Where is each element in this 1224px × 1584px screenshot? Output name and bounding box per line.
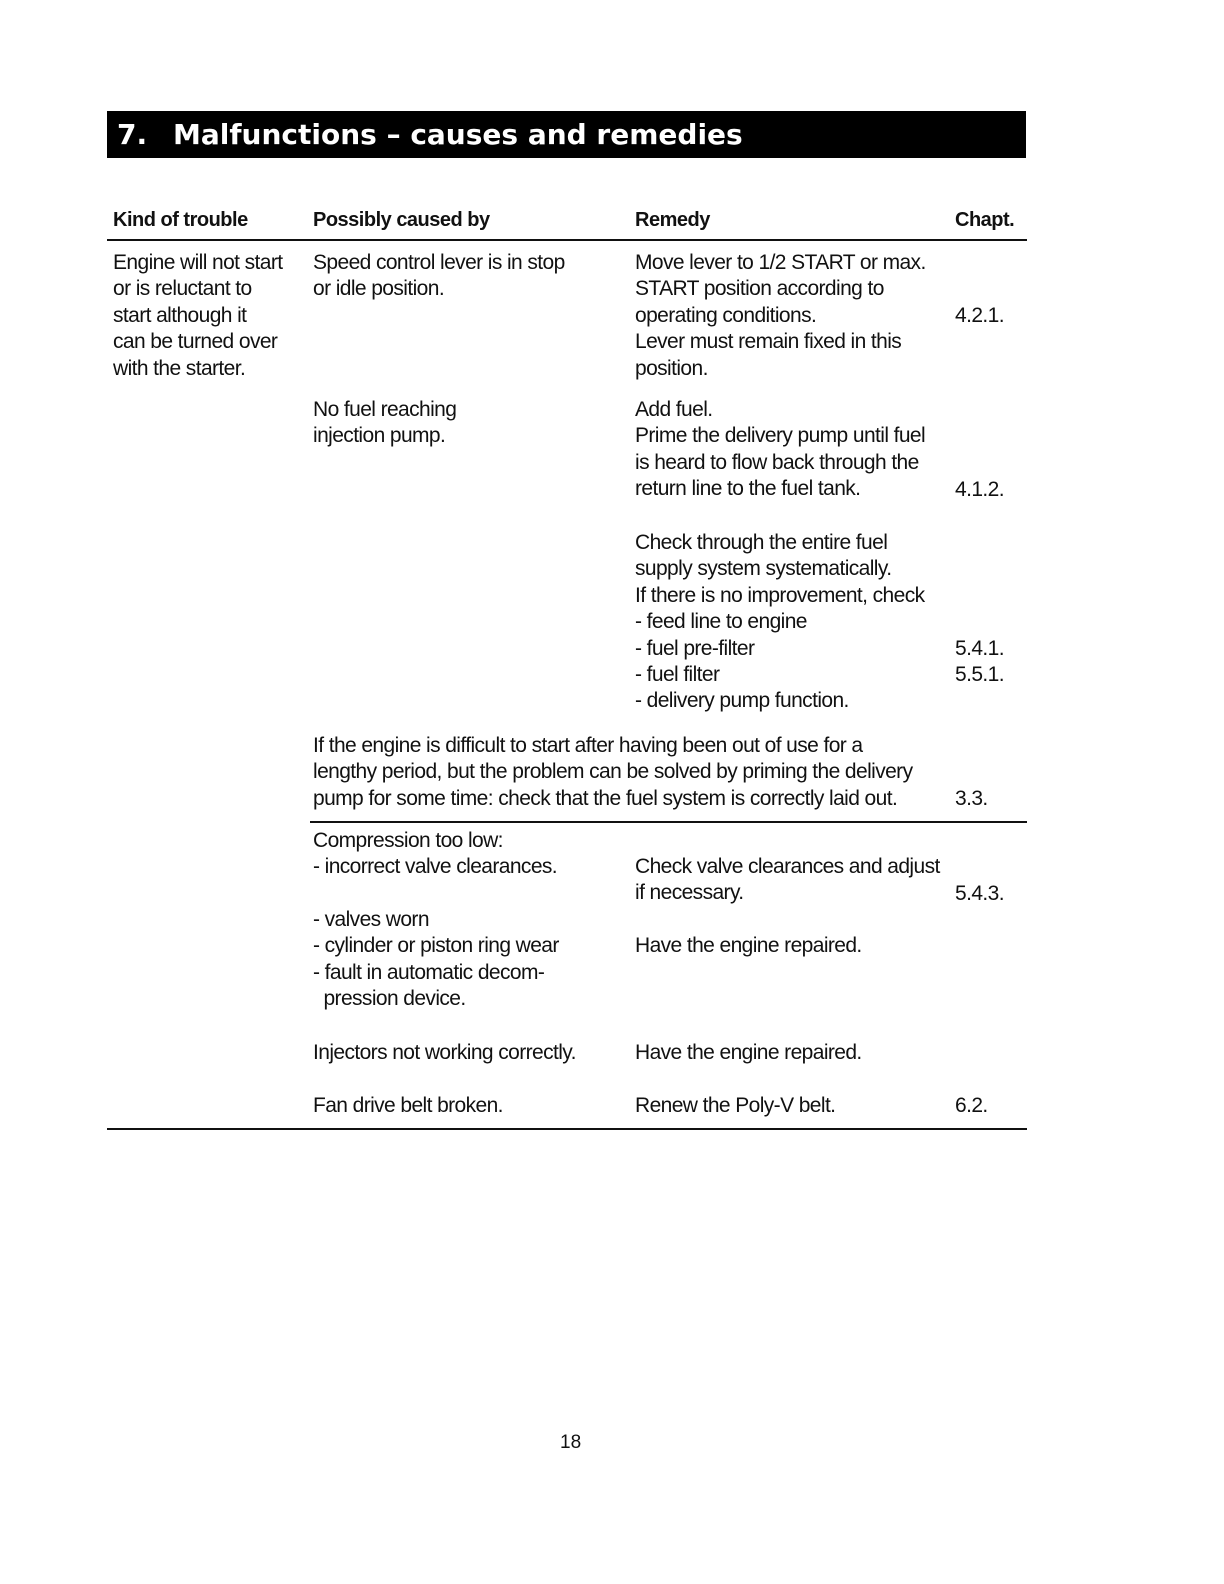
cause-injectors: Injectors not working correctly. [313,1041,576,1064]
remedy-renew-belt: Renew the Poly-V belt. [635,1094,836,1117]
remedy-engine-repaired-2: Have the engine repaired. [635,1041,862,1064]
remedy-check-valve-clearances: Check valve clearances and adjust if necessary. [635,855,940,905]
remedy-engine-repaired-1: Have the engine repaired. [635,934,862,957]
cause-compression-low: Compression too low: - incorrect valve clearances. [313,829,558,879]
chapter-4-1-2: 4.1.2. [955,478,1004,501]
note-difficult-start: If the engine is difficult to start after having been out of use for a lengthy period, but the problem can be solved by priming the delivery pump for some time: check that the fuel system is correctly laid out. [313,734,913,810]
section-title: Malfunctions – causes and remedies [173,118,743,151]
section-rule [310,821,1027,823]
cause-no-fuel: No fuel reaching injection pump. [313,398,457,448]
section-number: 7. [117,118,148,151]
header-chapter: Chapt. [955,209,1015,231]
chapter-3-3: 3.3. [955,787,988,810]
chapter-4-2-1: 4.2.1. [955,304,1004,327]
remedy-check-fuel-system: Check through the entire fuel supply system systematically. If there is no improvement, check - feed line to engine - fuel pre-filter - fuel filter - delivery pump function. [635,531,925,713]
chapter-6-2: 6.2. [955,1094,988,1117]
header-kind-of-trouble: Kind of trouble [113,209,248,231]
cause-speed-lever: Speed control lever is in stop or idle position. [313,251,565,301]
section-title-bar [107,111,1026,158]
cause-fan-belt: Fan drive belt broken. [313,1094,503,1117]
header-remedy: Remedy [635,209,710,231]
remedy-move-lever: Move lever to 1/2 START or max. START position according to operating conditions. Lever must remain fixed in this position. [635,251,926,380]
chapter-5-4-1: 5.4.1. [955,637,1004,660]
header-possibly-caused-by: Possibly caused by [313,209,490,231]
cause-valves-worn: - valves worn - cylinder or piston ring wear - fault in automatic decom- pression device. [313,908,559,1011]
table-bottom-rule [107,1128,1027,1130]
remedy-add-fuel: Add fuel. Prime the delivery pump until fuel is heard to flow back through the return line to the fuel tank. [635,398,926,501]
chapter-5-5-1: 5.5.1. [955,663,1004,686]
chapter-5-4-3: 5.4.3. [955,882,1004,905]
trouble-description: Engine will not start or is reluctant to start although it can be turned over with the starter. [113,251,283,380]
page-number: 18 [560,1432,582,1453]
header-rule [107,239,1027,241]
